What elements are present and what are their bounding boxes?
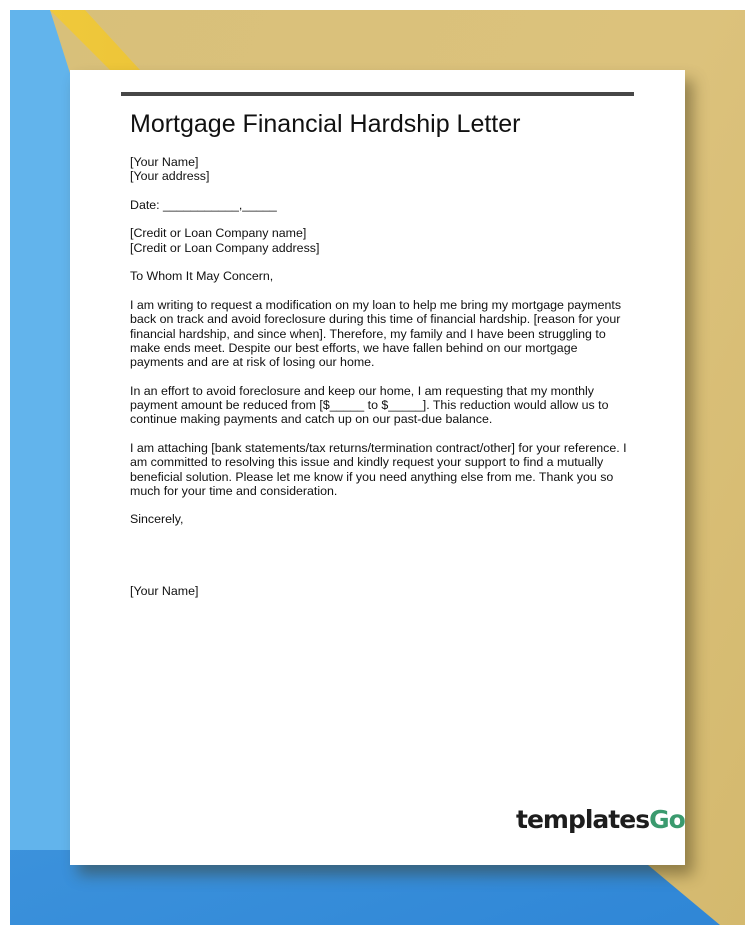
salutation: To Whom It May Concern, (130, 269, 274, 284)
paragraph-1: I am writing to request a modification on my loan to help me bring my mortgage payments back on track and avoid foreclosure during this time of financial hardship. [reason for your financial hardship, and since when]. Therefore, my family and I have been struggling to make ends meet. Despite our best efforts, we have fallen behind on our mortgage payments and are at risk of losing our home. (130, 297, 622, 370)
letter-page (70, 70, 685, 865)
letter-body (130, 155, 630, 613)
recipient-name: [Credit or Loan Company name] (130, 226, 307, 241)
recipient-address: [Credit or Loan Company address] (130, 240, 320, 255)
date-line: Date: ___________,_____ (130, 197, 277, 212)
logo-text-templates: templates (516, 805, 650, 834)
header-rule (121, 92, 634, 96)
logo-text-go: Go (649, 805, 685, 834)
sender-name: [Your Name] (130, 155, 199, 169)
paragraph-3: I am attaching [bank statements/tax returns/termination contract/other] for your reference. I am committed to resolving this issue and kindly request your support to find a mutually beneficial solution. Please let me know if you need anything else from me. Thank you so much for your time and consideration. (130, 440, 627, 498)
letter-title: Mortgage Financial Hardship Letter (130, 110, 521, 138)
signature-name: [Your Name] (130, 584, 199, 599)
sender-address: [Your address] (130, 169, 210, 184)
closing: Sincerely, (130, 512, 184, 527)
templatesgo-logo (516, 805, 685, 834)
paragraph-2: In an effort to avoid foreclosure and keep our home, I am requesting that my monthly payment amount be reduced from [$_____ to $_____]. This reduction would allow us to continue making payments and catch up on our past-due balance. (130, 383, 609, 427)
